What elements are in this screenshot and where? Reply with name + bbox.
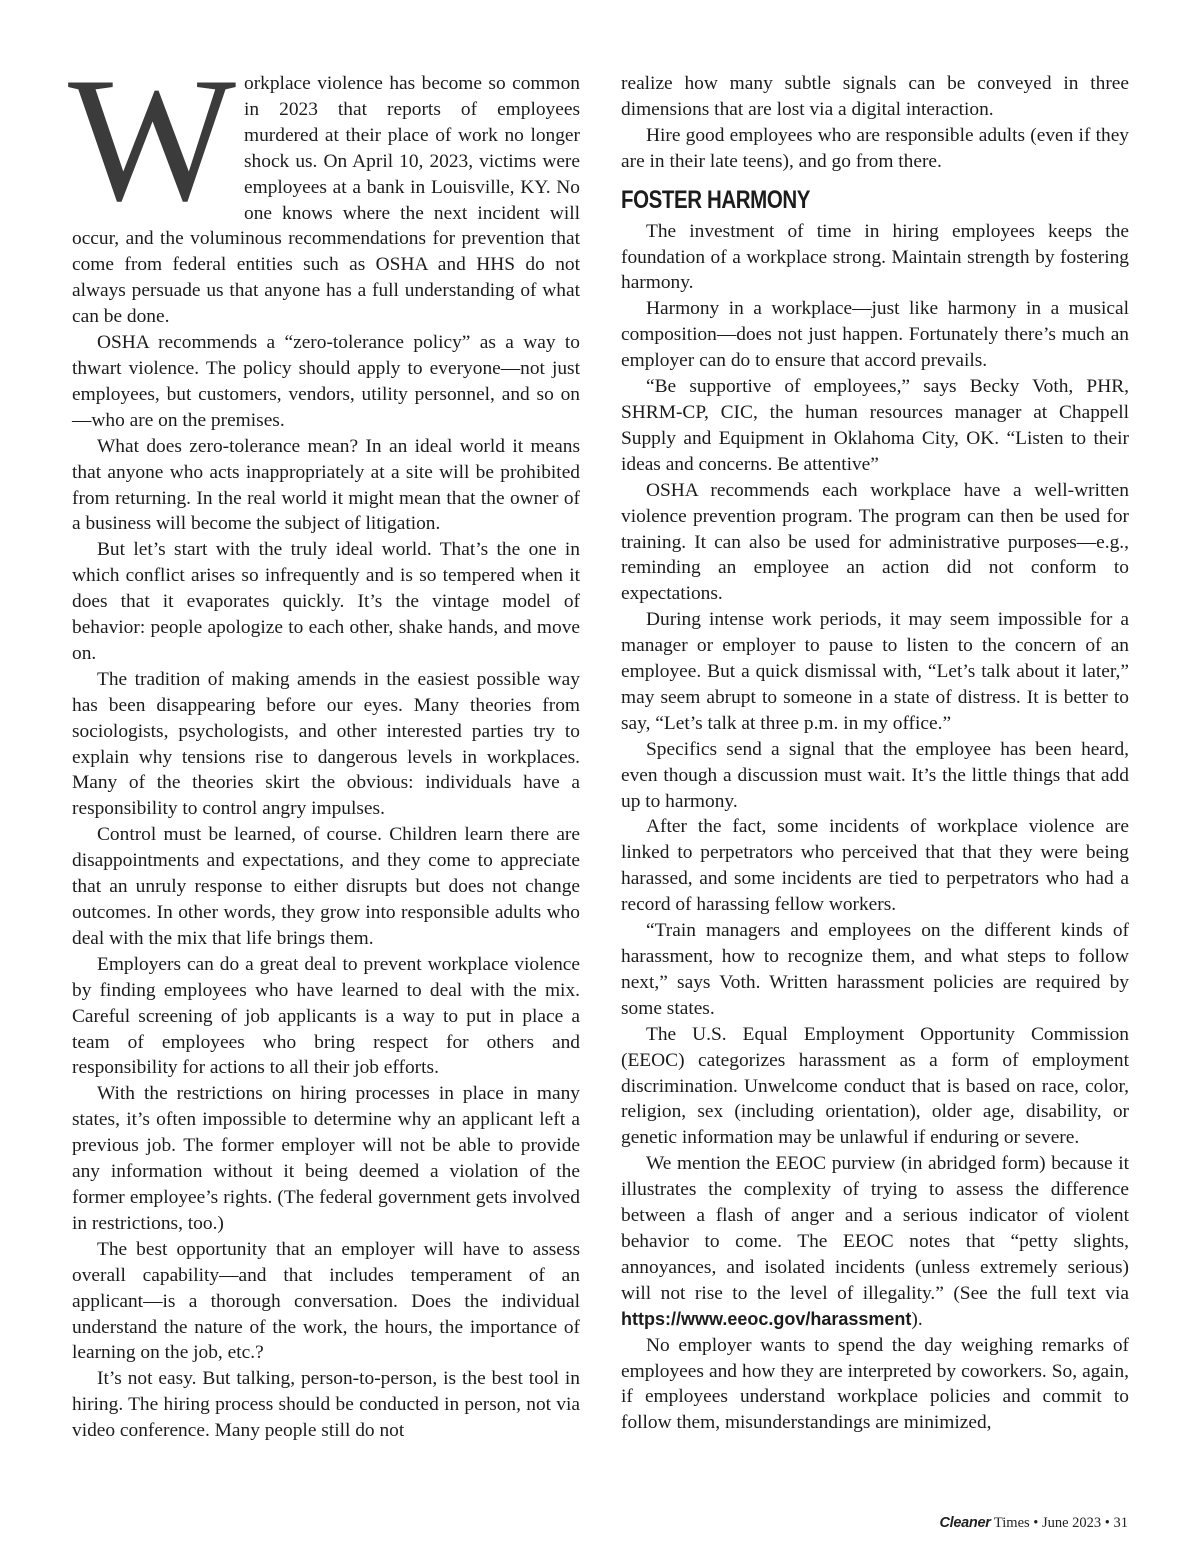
body-paragraph: Employers can do a great deal to prevent workplace violence by finding employees who have learned to deal with the mix. Careful screening of job applicants is a way to put in place a team of employees who bring respect for others and responsibility for actions to all their job efforts. — [72, 953, 580, 1079]
body-paragraph: After the fact, some incidents of workplace violence are linked to perpetrators who perceived that that they were being harassed, and some incidents are tied to perpetrators who had a record of harassing fellow workers. — [621, 816, 1129, 916]
body-paragraph: OSHA recommends a “zero-tolerance policy” as a way to thwart violence. The policy should apply to everyone—not just employees, but customers, vendors, utility personnel, and so on—who are on the premises. — [72, 332, 580, 431]
lead-paragraph-text: orkplace violence has become so common in 2023 that reports of employees murdered at their place of work no longer shock us. On April 10, 2023, victims were employees at a bank in Louisville, KY. No one knows where the next incident will occur, and the voluminous recommendations for prevention that come from federal entities such as OSHA and HHS do not always persuade us that anyone has a full understanding of what can be done. — [72, 73, 580, 328]
drop-cap: W — [68, 40, 237, 238]
lead-paragraph — [68, 40, 580, 330]
continued-paragraph: realize how many subtle signals can be conveyed in three dimensions that are lost via a digital interaction. — [621, 73, 1129, 120]
section-heading: FOSTER HARMONY — [621, 185, 811, 214]
right-column — [621, 71, 1129, 1436]
footer-brand: Cleaner — [939, 1515, 991, 1531]
body-paragraph: The tradition of making amends in the easiest possible way has been disappearing before our eyes. Many theories from sociologists, psychologists, and other interested parties try to explain why tensions rise to dangerous levels in workplaces. Many of the theories skirt the obvious: individuals have a responsibility to control angry impulses. — [72, 668, 580, 820]
body-paragraph: It’s not easy. But talking, person-to-person, is the best tool in hiring. The hiring process should be conducted in person, not via video conference. Many people still do not — [72, 1368, 580, 1442]
body-paragraph: During intense work periods, it may seem impossible for a manager or employer to pause to listen to the concern of an employee. But a quick dismissal with, “Let’s talk about it later,” may seem abrupt to someone in a state of distress. It is better to say, “Let’s talk at three p.m. in my office.” — [621, 609, 1129, 734]
body-paragraph: The U.S. Equal Employment Opportunity Commission (EEOC) categorizes harassment as a form of employment discrimination. Unwelcome conduct that is based on race, color, religion, sex (including orientation), older age, disability, or genetic information may be unlawful if enduring or severe. — [621, 1023, 1129, 1149]
eeoc-paragraph — [621, 1151, 1129, 1332]
body-paragraph: The investment of time in hiring employees keeps the foundation of a workplace strong. Maintain strength by fostering harmony. — [621, 220, 1129, 294]
body-paragraph: Specifics send a signal that the employee has been heard, even though a discussion must wait. It’s the little things that add up to harmony. — [621, 738, 1129, 812]
body-paragraph: But let’s start with the truly ideal world. That’s the one in which conflict arises so infrequently and is so tempered when it does that it evaporates quickly. It’s the vintage model of behavior: people apologize to each other, shake hands, and move on. — [72, 539, 580, 664]
footer-publication: Times • June 2023 • 31 — [990, 1515, 1128, 1531]
eeoc-text-before: We mention the EEOC purview (in abridged form) because it illustrates the complexity of trying to assess the difference between a flash of anger and a serious indicator of violent behavior to come. The EEOC notes that “petty slights, annoyances, and isolated incidents (unless extremely serious) will not rise to the level of illegality.” (See the full text via — [621, 1153, 1129, 1304]
body-paragraph: The best opportunity that an employer will have to assess overall capability—and that includes temperament of an applicant—is a thorough conversation. Does the individual understand the nature of the work, the hours, the importance of learning on the job, etc.? — [72, 1238, 580, 1364]
left-column — [68, 40, 580, 1444]
body-paragraph: What does zero-tolerance mean? In an ideal world it means that anyone who acts inappropriately at a site will be prohibited from returning. In the real world it might mean that the owner of a business will become the subject of litigation. — [72, 435, 580, 535]
body-paragraph: Control must be learned, of course. Children learn there are disappointments and expectations, and they come to appreciate that an unruly response to either disrupts but does not change outcomes. In other words, they grow into responsible adults who deal with the mix that life brings them. — [72, 824, 580, 949]
body-paragraph: No employer wants to spend the day weighing remarks of employees and how they are interpreted by coworkers. So, again, if employees understand workplace policies and commit to follow them, misunderstandings are minimized, — [621, 1334, 1129, 1434]
body-paragraph: OSHA recommends each workplace have a well-written violence prevention program. The program can then be used for training. It can also be used for administrative purposes—e.g., reminding an employee an action did not conform to expectations. — [621, 479, 1129, 605]
body-paragraph: “Train managers and employees on the different kinds of harassment, how to recognize them, and what steps to follow next,” says Voth. Written harassment policies are required by some states. — [621, 920, 1129, 1019]
eeoc-link[interactable]: https://www.eeoc.gov/harassment — [621, 1308, 912, 1329]
body-paragraph: Hire good employees who are responsible adults (even if they are in their late teens), and go from there. — [621, 124, 1129, 172]
body-paragraph: “Be supportive of employees,” says Becky Voth, PHR, SHRM-CP, CIC, the human resources manager at Chappell Supply and Equipment in Oklahoma City, OK. “Listen to their ideas and concerns. Be attentive” — [621, 376, 1129, 475]
eeoc-text-after: ). — [911, 1308, 923, 1330]
page-footer — [939, 1515, 1128, 1532]
body-paragraph: With the restrictions on hiring processes in place in many states, it’s often impossible to determine why an applicant left a previous job. The former employer will not be able to provide any information without it being deemed a violation of the former employee’s rights. (The federal government gets involved in restrictions, too.) — [72, 1083, 580, 1234]
body-paragraph: Harmony in a workplace—just like harmony in a musical composition—does not just happen. Fortunately there’s much an employer can do to ensure that accord prevails. — [621, 298, 1129, 372]
